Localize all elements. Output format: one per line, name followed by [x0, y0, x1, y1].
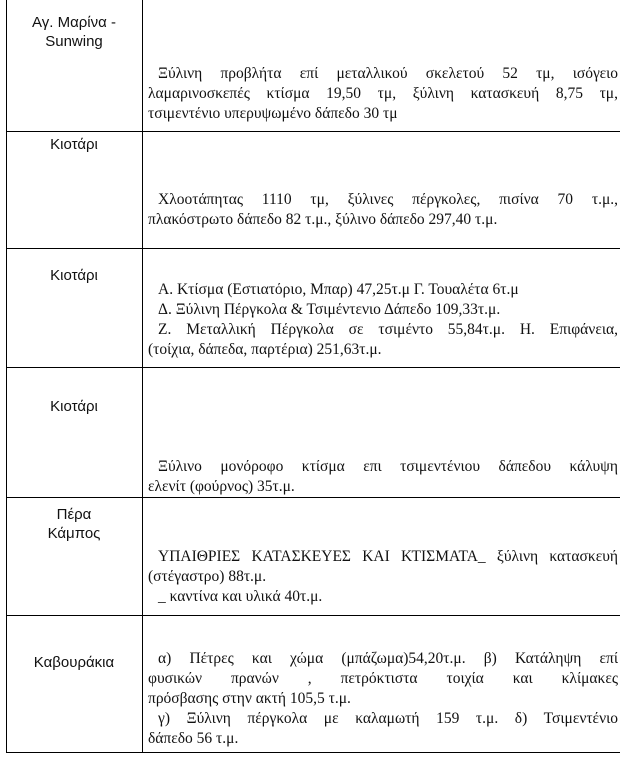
description-line: Δ. Ξύλινη Πέργκολα & Τσιμέντενιο Δάπεδο 109,33τ.μ. — [158, 301, 501, 318]
description-line: πλακόστρωτο δάπεδο 82 τ.μ., ξύλινο δάπεδο 297,40 τ.μ. — [148, 211, 498, 228]
description-cell — [148, 190, 618, 230]
description-line: πρόσβασης στην ακτή 105,5 τ.μ. — [148, 690, 351, 707]
location-cell: Κιοτάρι — [50, 398, 98, 415]
description-line: _ καντίνα και υλικά 40τ.μ. — [158, 588, 323, 605]
row-divider — [6, 367, 620, 368]
description-line: (στέγαστρο) 88τ.μ. — [148, 568, 267, 585]
location-cell: Κιοτάρι — [50, 267, 98, 284]
location-cell: Καβουράκια — [33, 654, 115, 671]
row-divider — [6, 248, 620, 249]
location-cell: Κιοτάρι — [50, 136, 98, 153]
description-line: τσιμεντένιο υπερυψωμένο δάπεδο 30 τμ — [148, 105, 398, 122]
description-line: δάπεδο 56 τ.μ. — [148, 730, 239, 747]
description-line: Χλοοτάπητας 1110 τμ, ξύλινες πέργκολες, πισίνα 70 τ.μ., — [158, 191, 618, 208]
row-divider — [6, 131, 620, 132]
table-border-left — [6, 0, 7, 753]
description-cell — [148, 649, 618, 749]
description-line: λαμαρινοσκεπές κτίσμα 19,50 τμ, ξύλινη κατασκευή 8,75 τμ, — [148, 85, 618, 102]
table-column-divider — [142, 0, 143, 753]
row-divider — [6, 615, 620, 616]
description-cell — [148, 280, 618, 360]
description-cell — [148, 457, 618, 497]
description-cell — [148, 547, 618, 607]
location-cell: Πέρα Κάμπος — [47, 506, 101, 542]
row-divider — [6, 497, 620, 498]
description-cell — [148, 64, 618, 124]
table-border-bottom — [6, 752, 620, 753]
description-line: φυσικών πρανών , πετρόκτιστα τοιχία και κλίμακες — [148, 670, 618, 687]
description-line: ελενίτ (φούρνος) 35τ.μ. — [148, 478, 295, 495]
description-line: α) Πέτρες και χώμα (μπάζωμα)54,20τ.μ. β) Κατάληψη επί — [158, 650, 618, 667]
description-line: (τοίχια, δάπεδα, παρτέρια) 251,63τ.μ. — [148, 341, 382, 358]
location-cell: Αγ. Μαρίνα - Sunwing — [32, 14, 116, 50]
description-line: Ξύλινη προβλήτα επί μεταλλικού σκελετού 52 τμ, ισόγειο — [158, 65, 618, 82]
description-line: ΥΠΑΙΘΡΙΕΣ ΚΑΤΑΣΚΕΥΕΣ ΚΑΙ ΚΤΙΣΜΑΤΑ_ ξύλινη κατασκευή — [158, 548, 618, 565]
description-line: γ) Ξύλινη πέργκολα με καλαμωτή 159 τ.μ. δ) Τσιμεντένιο — [158, 710, 618, 727]
description-line: Ζ. Μεταλλική Πέργκολα σε τσιμέντο 55,84τ.μ. Η. Επιφάνεια, — [158, 321, 618, 338]
description-line: Α. Κτίσμα (Εστιατόριο, Μπαρ) 47,25τ.μ Γ. Τουαλέτα 6τ.μ — [158, 281, 519, 298]
description-line: Ξύλινο μονόροφο κτίσμα επι τσιμεντένιου δάπεδου κάλυψη — [158, 458, 618, 475]
